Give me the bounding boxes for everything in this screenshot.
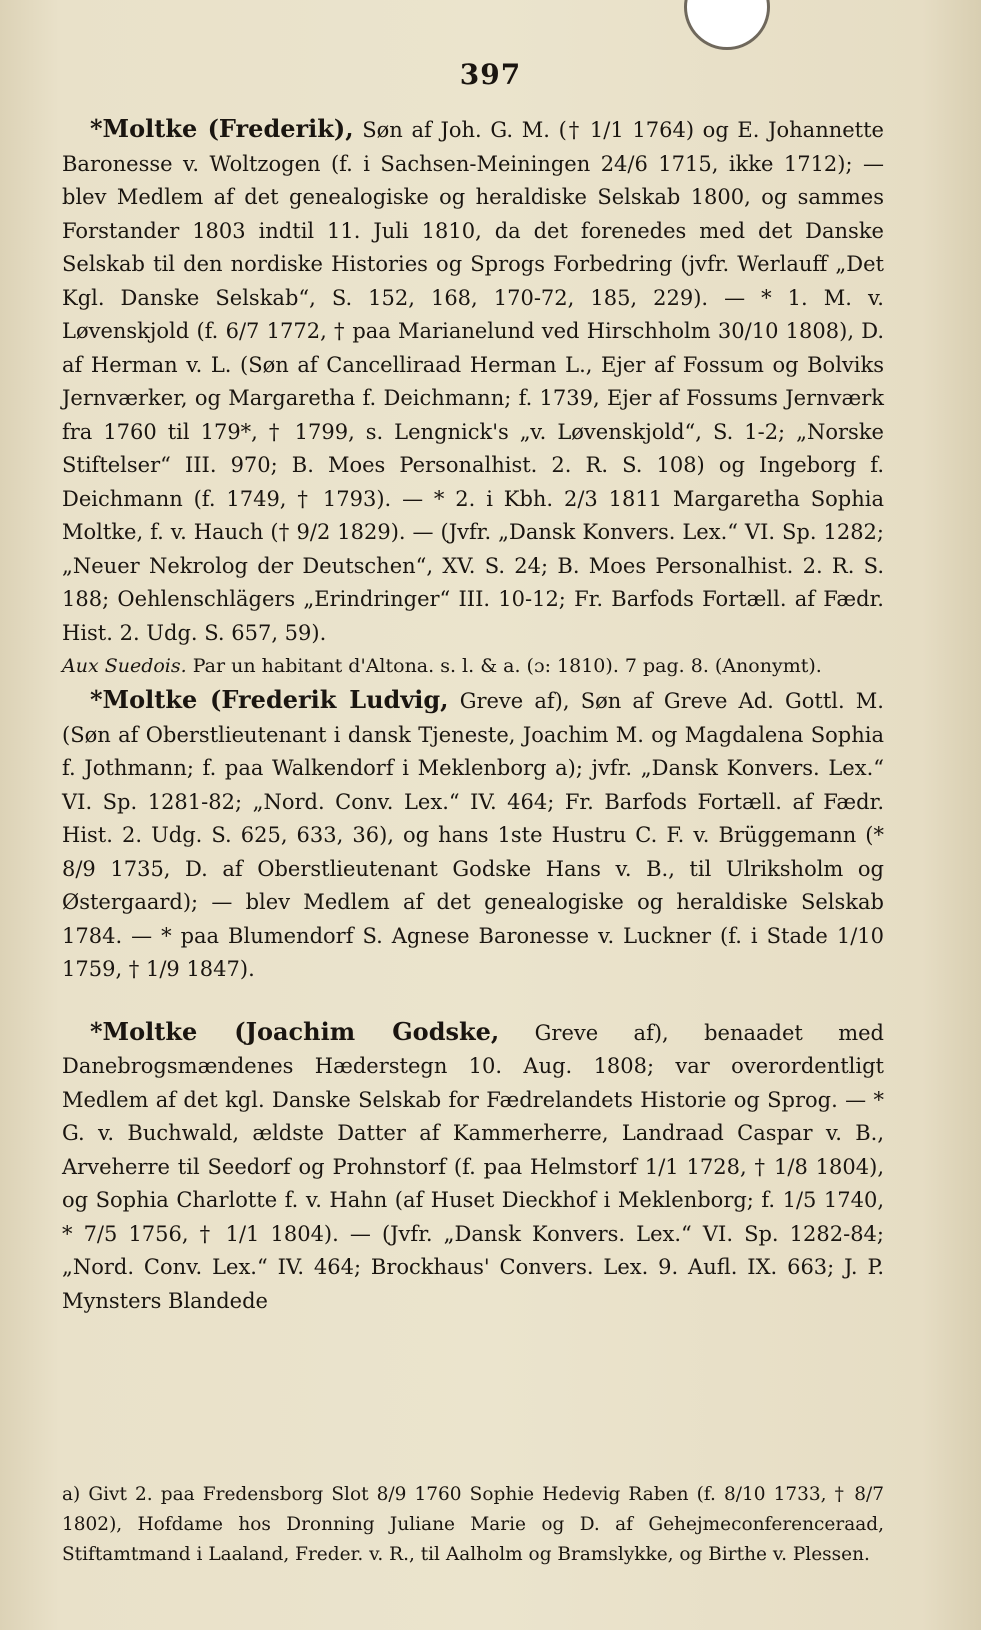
entry-headword: *Moltke (Frederik),	[90, 114, 354, 143]
entry-frederik-ludvig	[62, 683, 884, 987]
footnote-label: a)	[62, 1484, 81, 1505]
entry-joachim-godske	[62, 1015, 884, 1319]
footnote-text: Givt 2. paa Fredensborg Slot 8/9 1760 Sophie Hedevig Raben (f. 8/10 1733, † 8/7 1802), Hofdame hos Dronning Juliane Marie og D. af Gehejmeconferenceraad, Stiftamtmand i Laaland, Freder. v. R., til Aalholm og Bramslykke, og Birthe v. Plessen.	[62, 1484, 884, 1565]
entry-headword: *Moltke (Frederik Ludvig,	[90, 685, 449, 714]
page-number: 397	[459, 58, 522, 91]
entry-headword: *Moltke (Joachim Godske,	[90, 1016, 500, 1046]
punch-hole	[684, 0, 770, 50]
entry-text: Greve af), benaadet med Danebrogsmændenes Hæderstegn 10. Aug. 1808; var overordentligt Medlem af det kgl. Danske Selskab for Fædrelandets Historie og Sprog. — * G. v. Buchwald, ældste Datter af Kammerherre, Landraad Caspar v. B., Arveherre til Seedorf og Prohnstorf (f. paa Helmstorf 1/1 1728, † 1/8 1804), og Sophia Charlotte f. v. Hahn (af Huset Dieckhof i Meklenborg; f. 1/5 1740, * 7/5 1756, † 1/1 1804). — (Jvfr. „Dansk Konvers. Lex.“ VI. Sp. 1282-84; „Nord. Conv. Lex.“ IV. 464; Brockhaus' Convers. Lex. 9. Aufl. IX. 663; J. P. Mynsters Blandede	[62, 1020, 884, 1313]
note-title: Aux Suedois.	[62, 655, 187, 677]
entry-text: Søn af Joh. G. M. († 1/1 1764) og E. Johannette Baronesse v. Woltzogen (f. i Sachsen-Meiningen 24/6 1715, ikke 1712); — blev Medlem af det genealogiske og heraldiske Selskab 1800, og sammes Forstander 1803 indtil 11. Juli 1810, da det forenedes med det Danske Selskab til den nordiske Histories og Sprogs Forbedring (jvfr. Werlauff „Det Kgl. Danske Selskab“, S. 152, 168, 170-72, 185, 229). — * 1. M. v. Løvenskjold (f. 6/7 1772, † paa Marianelund ved Hirschholm 30/10 1808), D. af Herman v. L. (Søn af Cancelliraad Herman L., Ejer af Fossum og Bolviks Jernværker, og Margaretha f. Deichmann; f. 1739, Ejer af Fossums Jernværk fra 1760 til 179*, † 1799, s. Lengnick's „v. Løvenskjold“, S. 1-2; „Norske Stiftelser“ III. 970; B. Moes Personalhist. 2. R. S. 108) og Ingeborg f. Deichmann (f. 1749, † 1793). — * 2. i Kbh. 2/3 1811 Margaretha Sophia Moltke, f. v. Hauch († 9/2 1829). — (Jvfr. „Dansk Konvers. Lex.“ VI. Sp. 1282; „Neuer Nekrolog der Deutschen“, XV. S. 24; B. Moes Personalhist. 2. R. S. 188; Oehlenschlägers „Erindringer“ III. 10-12; Fr. Barfods Fortæll. af Fædr. Hist. 2. Udg. S. 657, 59).	[62, 118, 884, 645]
entry-frederik	[62, 112, 884, 650]
entries	[62, 112, 884, 1318]
footnote	[62, 1480, 884, 1570]
note-text: Par un habitant d'Altona. s. l. & a. (ɔ: 1810). 7 pag. 8. (Anonymt).	[192, 655, 822, 677]
entry-text: Greve af), Søn af Greve Ad. Gottl. M. (Søn af Oberstlieutenant i dansk Tjeneste, Joachim M. og Magdalena Sophia f. Jothmann; f. paa Walkendorf i Meklenborg a); jvfr. „Dansk Konvers. Lex.“ VI. Sp. 1281-82; „Nord. Conv. Lex.“ IV. 464; Fr. Barfods Fortæll. af Fædr. Hist. 2. Udg. S. 625, 633, 36), og hans 1ste Hustru C. F. v. Brüggemann (* 8/9 1735, D. af Oberstlieutenant Godske Hans v. B., til Ulriksholm og Østergaard); — blev Medlem af det genealogiske og heraldiske Selskab 1784. — * paa Blumendorf S. Agnese Baronesse v. Luckner (f. i Stade 1/10 1759, † 1/9 1847).	[62, 689, 884, 981]
publication-note	[62, 650, 884, 683]
